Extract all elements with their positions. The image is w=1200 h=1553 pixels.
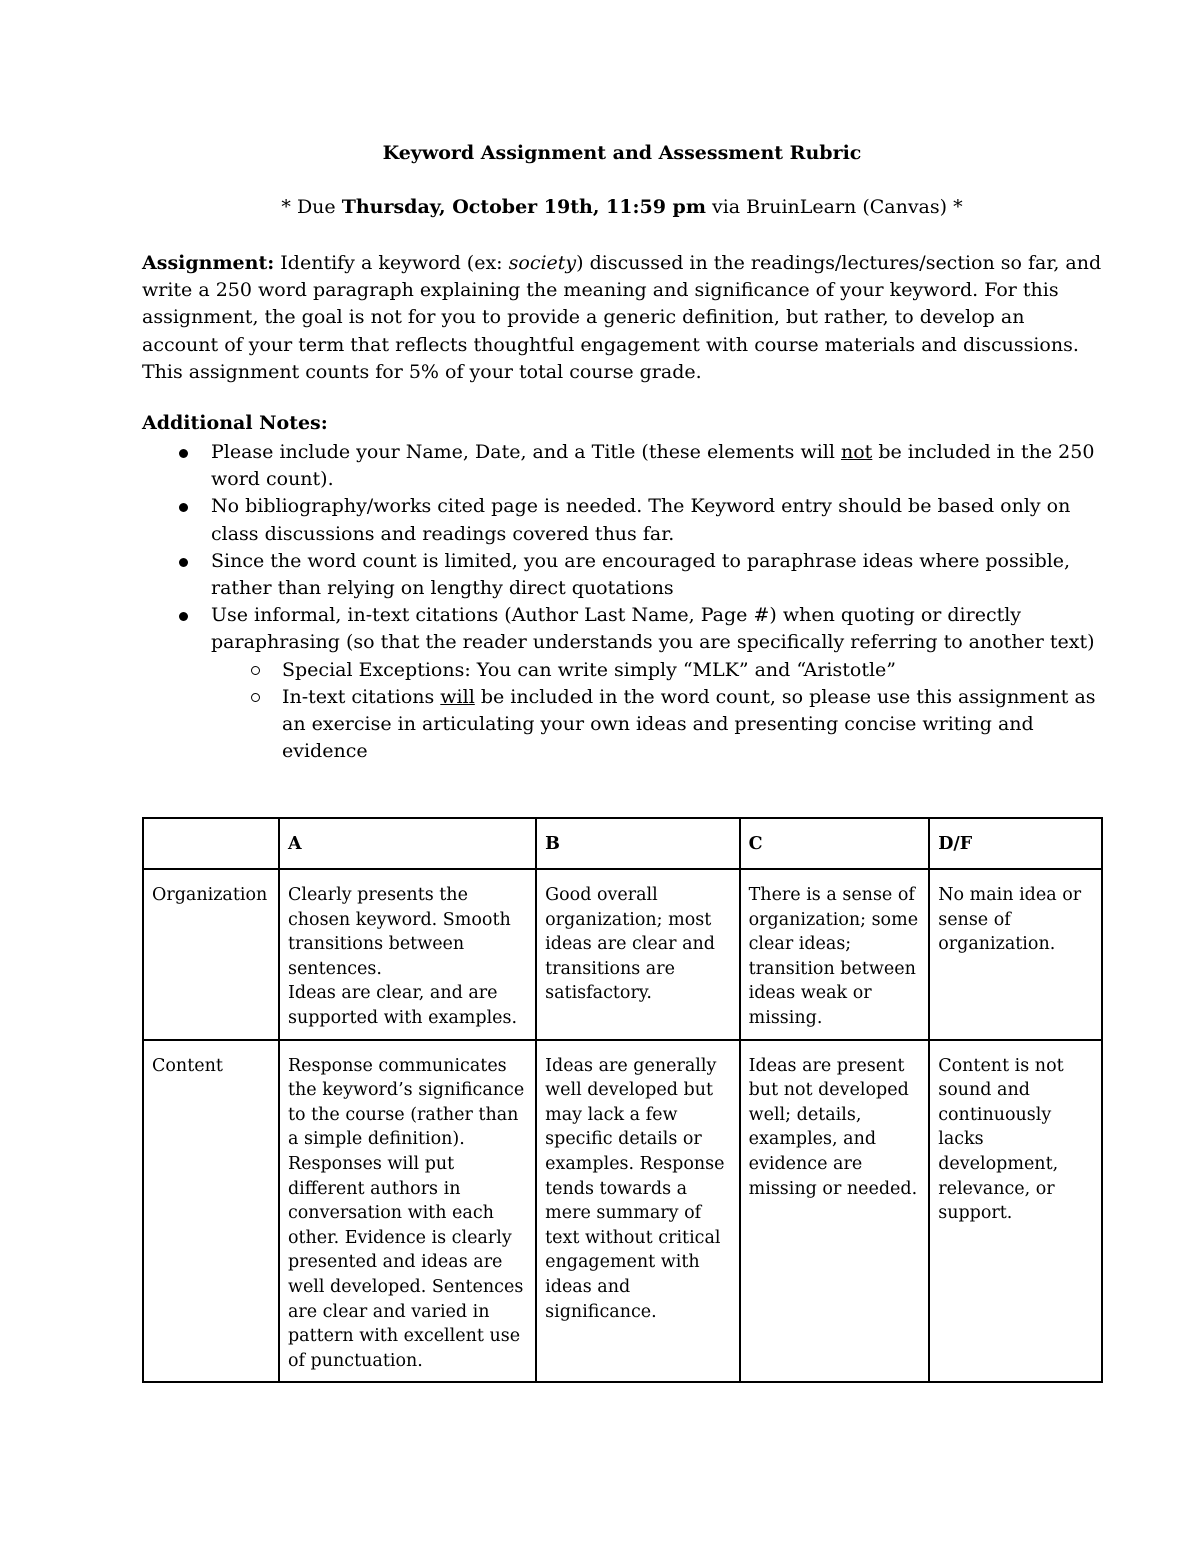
list-item: [142, 602, 1102, 765]
cell-c: There is a sense of organization; some clear ideas; transition between ideas weak or missing.: [740, 869, 930, 1040]
rubric-table: [142, 817, 1103, 1383]
due-date: Thursday, October 19th, 11:59 pm: [341, 196, 706, 218]
note1-underlined: not: [841, 441, 873, 463]
note1-text-before: Please include your Name, Date, and a Title (these elements will: [211, 441, 841, 463]
sub-list-item: [211, 684, 1102, 766]
assignment-text-after: ) discussed in the readings/lectures/section so far, and write a 250 word paragraph explaining the meaning and significance of your keyword. For this assignment, the goal is not for you to provide a generic definition, but rather, to develop an account of your term that reflects thoughtful engagement with course materials and discussions. This assignment counts for 5% of your total course grade.: [142, 252, 1102, 383]
assignment-example: society: [508, 252, 577, 274]
header-cell-empty: [143, 818, 279, 869]
due-line: [142, 196, 1102, 218]
sub-list-item: Special Exceptions: You can write simply “MLK” and “Aristotle”: [211, 657, 1102, 684]
header-cell-a: A: [279, 818, 536, 869]
header-cell-df: D/F: [929, 818, 1102, 869]
cell-a: Response communicates the keyword’s significance to the course (rather than a simple definition). Responses will put different authors in conversation with each other. Evidence is clearly presented and ideas are well developed. Sentences are clear and varied in pattern with excellent use of punctuation.: [279, 1040, 536, 1383]
notes-sublist: [211, 657, 1102, 766]
cell-a: Clearly presents the chosen keyword. Smooth transitions between sentences. Ideas are clear, and are supported with examples.: [279, 869, 536, 1040]
row-label: Organization: [143, 869, 279, 1040]
table-row: [143, 869, 1102, 1040]
document-title: Keyword Assignment and Assessment Rubric: [382, 142, 862, 164]
list-item: [142, 439, 1102, 493]
sub2-underlined: will: [440, 685, 475, 708]
notes-list: [142, 439, 1102, 765]
sub2-text-before: In-text citations: [282, 685, 441, 708]
notes-heading: Additional Notes:: [142, 412, 328, 434]
due-suffix: via BruinLearn (Canvas) *: [705, 196, 963, 218]
note4-text: Use informal, in-text citations (Author Last Name, Page #) when quoting or directly paraphrasing (so that the reader understands you are specifically referring to another text): [211, 604, 1095, 654]
header-cell-c: C: [740, 818, 930, 869]
cell-b: Ideas are generally well developed but may lack a few specific details or examples. Response tends towards a mere summary of text without critical engagement with ideas and significance.: [536, 1040, 739, 1383]
cell-df: No main idea or sense of organization.: [929, 869, 1102, 1040]
note1-text-after: be included in the 250 word count).: [211, 441, 1095, 491]
cell-df: Content is not sound and continuously lacks development, relevance, or support.: [929, 1040, 1102, 1383]
due-prefix: * Due: [281, 196, 342, 218]
assignment-label: Assignment:: [142, 252, 275, 274]
cell-b: Good overall organization; most ideas are clear and transitions are satisfactory.: [536, 869, 739, 1040]
header-cell-b: B: [536, 818, 739, 869]
list-item: No bibliography/works cited page is needed. The Keyword entry should be based only on class discussions and readings covered thus far.: [142, 493, 1102, 547]
assignment-text-before: Identify a keyword (ex:: [274, 252, 509, 274]
cell-c: Ideas are present but not developed well; details, examples, and evidence are missing or needed.: [740, 1040, 930, 1383]
table-header-row: [143, 818, 1102, 869]
list-item: Since the word count is limited, you are encouraged to paraphrase ideas where possible, rather than relying on lengthy direct quotations: [142, 548, 1102, 602]
row-label: Content: [143, 1040, 279, 1383]
assignment-paragraph: [142, 250, 1102, 386]
sub2-text-after: be included in the word count, so please use this assignment as an exercise in articulating your own ideas and presenting concise writing and evidence: [282, 685, 1096, 763]
table-row: [143, 1040, 1102, 1383]
